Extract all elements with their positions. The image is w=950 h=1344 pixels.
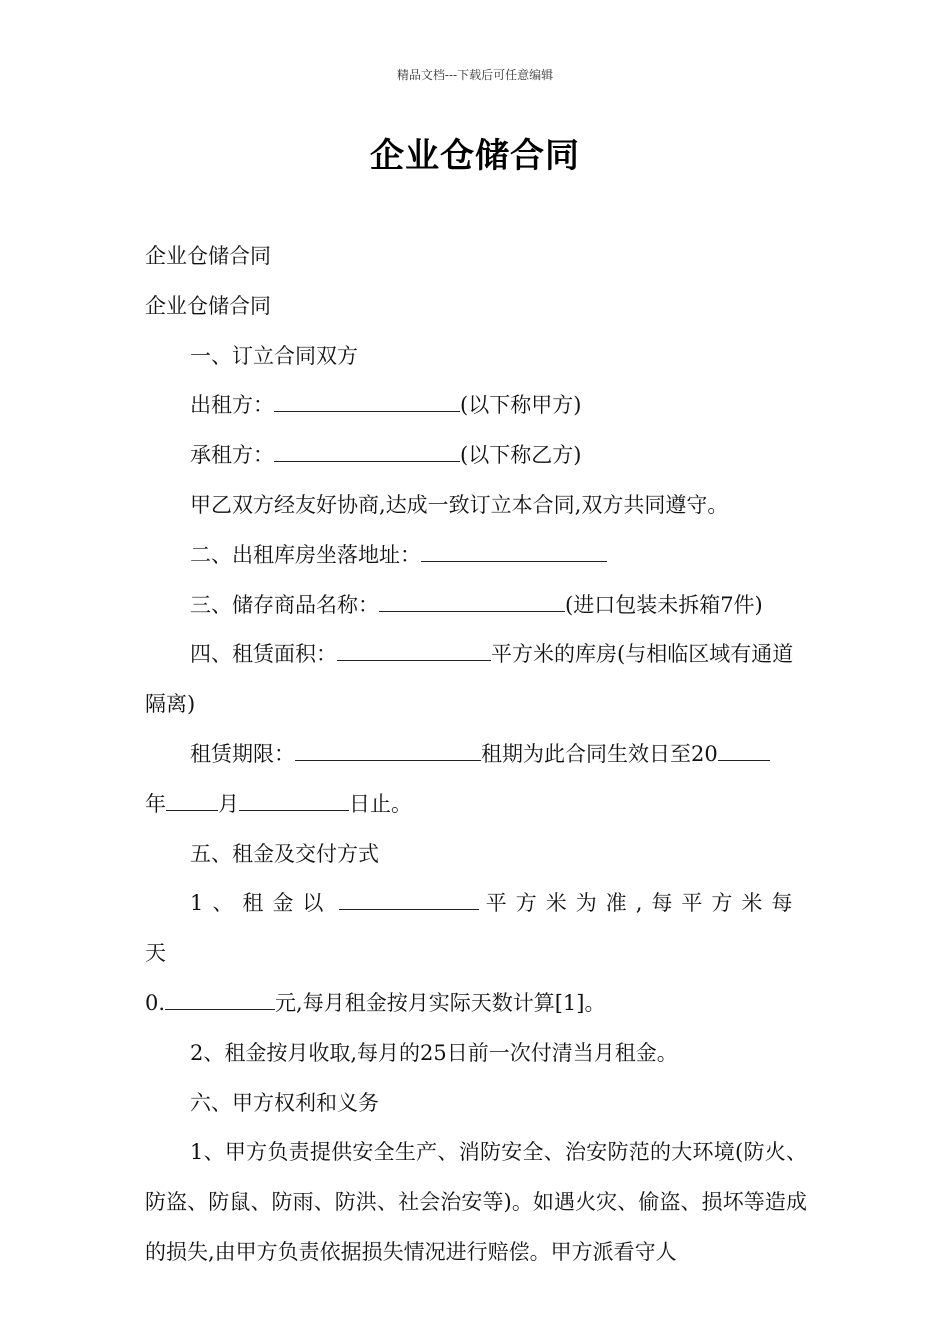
address-blank [421, 541, 607, 562]
lessor-suffix: (以下称甲方) [460, 393, 582, 418]
body-line-title-repeat-1: 企业仓储合同 [145, 244, 271, 268]
lessee-blank [274, 441, 460, 462]
year-label: 年 [145, 791, 166, 816]
rent-clause-2: 2、租金按月收取,每月的25日前一次付清当月租金。 [190, 1040, 678, 1065]
document-title: 企业仓储合同 [370, 136, 580, 176]
lease-term-end: 日止。 [349, 791, 412, 816]
section-3-label: 三、储存商品名称： [190, 592, 379, 617]
section-2-line [145, 531, 807, 581]
rent-clause-1-prefix: 1、租金以 [190, 891, 333, 916]
rent-rate-prefix: 0. [145, 990, 166, 1015]
section-4-suffix: 平方米的库房(与相临区域有通道隔离) [145, 642, 794, 717]
month-blank [166, 790, 218, 811]
lease-term-label: 租赁期限： [190, 741, 295, 766]
section-1-heading: 一、订立合同双方 [190, 343, 358, 368]
obligation-clause-1: 1、甲方负责提供安全生产、消防安全、治安防范的大环境(防火、防盗、防鼠、防雨、防洪、社会治安等)。如遇火灾、偷盗、损坏等造成的损失,由甲方负责依据损失情况进行赔偿。甲方派看守人 [145, 1140, 807, 1264]
goods-name-blank [379, 591, 565, 612]
lease-term-paragraph [145, 730, 807, 830]
rent-clause-1-end: 元,每月租金按月实际天数计算[1]。 [275, 990, 606, 1015]
section-4-label: 四、租赁面积： [190, 642, 337, 667]
lessor-label: 出租方： [190, 393, 274, 418]
rent-clause-1-mid: 平方米为准,每平方米每天 [145, 891, 802, 966]
rent-clause-1 [145, 879, 807, 1028]
lease-term-blank [295, 740, 481, 761]
agreement-line: 甲乙双方经友好协商,达成一致订立本合同,双方共同遵守。 [190, 492, 729, 517]
rent-area-blank [339, 889, 479, 910]
section-2-label: 二、出租库房坐落地址： [190, 542, 421, 567]
area-blank [337, 640, 491, 661]
section-3-suffix: (进口包装未拆箱7件) [565, 592, 763, 617]
body-line-title-repeat-2: 企业仓储合同 [145, 293, 271, 318]
lessee-line [145, 431, 807, 481]
lessee-label: 承租方： [190, 443, 274, 468]
document-body [145, 232, 807, 1278]
rent-rate-blank [165, 989, 275, 1010]
lessor-blank [274, 391, 460, 412]
section-4-paragraph [145, 630, 807, 730]
lessee-suffix: (以下称乙方) [460, 443, 582, 468]
month-label: 月 [218, 791, 239, 816]
header-note: 精品文档---下载后可任意编辑 [396, 68, 554, 82]
year-digits-blank [718, 740, 770, 761]
section-6-heading: 六、甲方权利和义务 [190, 1090, 379, 1115]
section-3-line [145, 581, 807, 631]
day-blank [239, 790, 349, 811]
lease-term-mid: 租期为此合同生效日至20 [481, 741, 718, 766]
lessor-line [145, 381, 807, 431]
section-5-heading: 五、租金及交付方式 [190, 841, 379, 866]
